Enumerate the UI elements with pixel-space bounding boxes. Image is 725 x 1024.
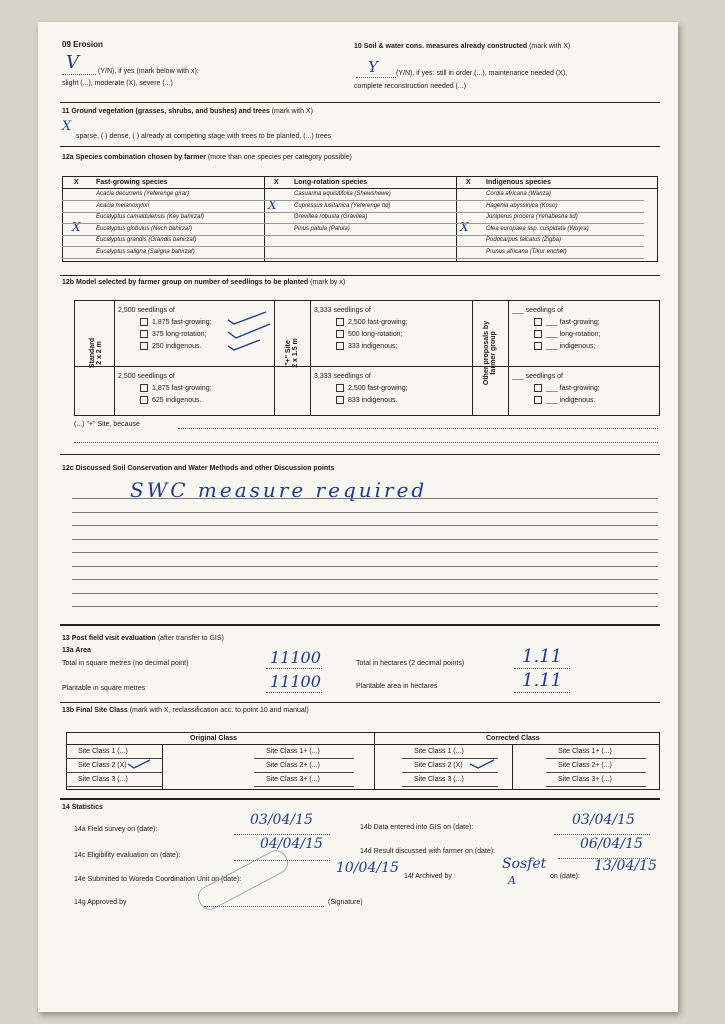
final-note: (mark with X, reclassification acc. to point 10 and manual) <box>129 707 309 714</box>
discussion-line <box>72 579 658 580</box>
discussion-line <box>72 566 658 567</box>
erosion-title: 09 Erosion <box>62 40 103 49</box>
discussion-line <box>72 606 658 607</box>
stats-title: 14 Statistics <box>62 804 103 811</box>
model-item-label: ___ long-rotation; <box>546 331 601 338</box>
fast-species-row: Eucalyptus saligna (Saligna bahirzaf) <box>96 248 195 255</box>
site-class-corr-right: Site Class 3+ (...) <box>558 776 612 783</box>
std_b-item <box>140 384 212 393</box>
checkbox[interactable] <box>336 318 344 326</box>
stats-f-date-label: on (date): <box>550 873 580 880</box>
ground-veg-options: sparse, ( ) dense, ( ) already at competing stage with trees to be planted, (...) trees <box>76 133 332 140</box>
model-item-label: 2,500 fast-growing; <box>348 319 408 326</box>
checkbox[interactable] <box>336 330 344 338</box>
checkbox[interactable] <box>534 342 542 350</box>
indig-header: Indigenous species <box>486 179 551 186</box>
model-item-label: 250 indigenous. <box>152 343 202 350</box>
site-class-corr-left: Site Class 3 (...) <box>414 776 464 783</box>
other-label: Other proposals by farmer group <box>483 320 497 386</box>
oth_b-item <box>534 384 600 393</box>
site-class-orig-right: Site Class 3+ (...) <box>266 776 320 783</box>
species-note: (more than one species per category possible) <box>207 154 352 161</box>
model-item-label: 1,875 fast-growing; <box>152 385 212 392</box>
std_a-item <box>140 330 206 339</box>
ground-veg-mark: X <box>62 119 72 134</box>
site-class-orig-right: Site Class 2+ (...) <box>266 762 320 769</box>
stats-d-value: 06/04/15 <box>580 836 643 852</box>
long-species-row: Grevillea robusta (Gravilea) <box>294 214 368 220</box>
fast-mark: X <box>72 220 81 234</box>
indig-species-row: Hagenia abyssinica (Koso) <box>486 202 558 209</box>
oth_a-item <box>534 342 595 351</box>
species-title: 12a Species combination chosen by farmer <box>62 154 206 161</box>
indig-col-x: X <box>466 179 471 186</box>
site-class-divider <box>66 786 162 787</box>
fast-species-row: Eucalyptus grandis (Grandis bahirzaf) <box>96 237 197 243</box>
total-sqm-value: 11100 <box>270 648 321 667</box>
site-class-divider <box>66 758 162 759</box>
discussion-handwritten: SWC measure required <box>130 478 428 502</box>
long-species-row: Casuarina equisitifolia (Shewshewe) <box>294 191 391 197</box>
ground-veg-title: 11 Ground vegetation (grasses, shrubs, and bushes) and trees <box>62 108 270 115</box>
erosion-options: slight (...), moderate (X), severe (...) <box>62 80 173 87</box>
oth_a-title: ___ seedlings of <box>512 307 563 314</box>
plantable-sqm-value: 11100 <box>270 672 321 691</box>
total-ha-value: 1.11 <box>522 646 563 667</box>
stats-e-label: 14e Submitted to Woreda Coordination Unit on (date): <box>74 876 242 883</box>
corrected-header: Corrected Class <box>486 735 540 742</box>
site-class-corr-left: Site Class 1 (...) <box>414 748 464 755</box>
long-header: Long-rotation species <box>294 179 368 186</box>
stats-f-name2: A <box>508 874 516 887</box>
checkbox[interactable] <box>140 318 148 326</box>
stats-g-signature: (Signature) <box>328 899 363 906</box>
long-species-row <box>294 235 454 245</box>
stats-a-label: 14a Field survey on (date): <box>74 826 158 833</box>
std_a-item <box>140 342 201 351</box>
site-class-orig-left: Site Class 2 (X) <box>78 762 127 769</box>
stats-f-name: Sosfet <box>502 856 547 872</box>
soil-water-title: 10 Soil & water cons. measures already constructed <box>354 43 528 50</box>
fast-species-row: Acacia melanoxylon <box>96 202 150 209</box>
checkbox[interactable] <box>140 396 148 404</box>
class-check <box>126 758 154 772</box>
fast-species-divider <box>62 258 264 259</box>
model-item-label: 833 indigenous. <box>348 397 398 404</box>
indig-species-row: Cordia africana (Wanza) <box>486 191 551 197</box>
site-class-divider <box>402 758 498 759</box>
indig-species-row: Olea europaea ssp. cuspidata (Woyra) <box>486 225 589 232</box>
checkbox[interactable] <box>140 384 148 392</box>
oth_b-title: ___ seedlings of <box>512 373 563 380</box>
model-item-label: ___ fast-growing; <box>546 385 600 392</box>
std_b-title: 2,500 seedlings of <box>118 373 175 380</box>
oth_a-item <box>534 330 600 339</box>
form-sheet <box>38 22 678 1012</box>
site-class-divider <box>66 772 162 773</box>
checkbox[interactable] <box>140 342 148 350</box>
soil-water-note: (mark with X) <box>529 43 571 50</box>
std_a-item <box>140 318 212 327</box>
site_a-title: 3,333 seedlings of <box>314 307 371 314</box>
discussion-line <box>72 525 658 526</box>
indig-species-row: Juniperus procera (Yehabesha tid) <box>486 214 578 220</box>
discussion-line <box>72 539 658 540</box>
model-item-label: 1,875 fast-growing; <box>152 319 212 326</box>
model-item-label: 625 indigenous. <box>152 397 202 404</box>
model-item-label: 375 long-rotation; <box>152 331 207 338</box>
discussion-line <box>72 498 658 499</box>
plantable-ha-label: Plantable area in hectares <box>356 683 438 690</box>
total-sqm-label: Total in square metres (no decimal point) <box>62 660 189 667</box>
checkbox[interactable] <box>534 330 542 338</box>
site_a-item <box>336 342 397 351</box>
site-because: (...) "+" Site, because <box>74 421 140 428</box>
model-note: (mark by x) <box>310 279 346 286</box>
long-species-row: Pinus patula (Patula) <box>294 225 350 232</box>
checkbox[interactable] <box>140 330 148 338</box>
long-species-row: Cupressus lusitanica (Yeferenge tid) <box>294 202 391 209</box>
check-marks <box>226 310 278 360</box>
erosion-question: (Y/N), if yes (mark below with x): <box>98 68 199 75</box>
site-class-divider <box>254 786 354 787</box>
stats-b-value: 03/04/15 <box>572 812 635 828</box>
site-class-divider <box>402 772 498 773</box>
fast-header: Fast-growing species <box>96 179 168 186</box>
plantable-ha-value: 1.11 <box>522 670 563 691</box>
indig-mark: X <box>460 220 469 234</box>
evaluation-note: (after transfer to GIS) <box>157 635 224 642</box>
fast-species-row: Acacia decurrens (Yeferenge girar) <box>96 191 190 197</box>
stats-d-label: 14d Result discussed with farmer on (date): <box>360 848 496 855</box>
site-label: "+" Site 2 x 1.5 m <box>285 338 299 368</box>
site-class-corr-right: Site Class 2+ (...) <box>558 762 612 769</box>
site-class-corr-right: Site Class 1+ (...) <box>558 748 612 755</box>
site_b-item <box>336 384 408 393</box>
site_b-item <box>336 396 397 405</box>
site-class-orig-left: Site Class 3 (...) <box>78 776 128 783</box>
discussion-title: 12c Discussed Soil Conservation and Water Methods and other Discussion points <box>62 465 335 472</box>
site-class-orig-right: Site Class 1+ (...) <box>266 748 320 755</box>
stats-e-value: 10/04/15 <box>336 860 399 876</box>
long-species-row <box>294 247 454 257</box>
stats-g-label: 14g Approved by <box>74 899 127 906</box>
indig-species-row: Podocarpus falcatus (Zigba) <box>486 237 562 243</box>
checkbox[interactable] <box>336 342 344 350</box>
ground-veg-note: (mark with X) <box>271 108 313 115</box>
standard-label: Standard 2 x 2 m <box>89 337 103 369</box>
std_a-title: 2,500 seedlings of <box>118 307 175 314</box>
evaluation-title: 13 Post field visit evaluation <box>62 635 156 642</box>
plantable-sqm-label: Plantable in square metres <box>62 685 146 692</box>
oth_b-item <box>534 396 595 405</box>
discussion-line <box>72 593 658 594</box>
area-title: 13a Area <box>62 647 91 654</box>
fast-species-row: Eucalyptus globulus (Nech bahirzaf) <box>96 225 193 232</box>
model-item-label: ___ fast-growing; <box>546 319 600 326</box>
original-header: Original Class <box>190 735 238 742</box>
std_b-item <box>140 396 201 405</box>
model-item-label: 2,500 fast-growing; <box>348 385 408 392</box>
site-class-corr-left: Site Class 2 (X) <box>414 762 463 769</box>
checkbox[interactable] <box>534 396 542 404</box>
stats-c-value: 04/04/15 <box>260 836 323 852</box>
site_b-title: 3,333 seedlings of <box>314 373 371 380</box>
soil-water-question2: complete reconstruction needed (...) <box>354 83 467 90</box>
model-item-label: ___ indigenous. <box>546 397 596 404</box>
erosion-answer: V <box>66 52 79 73</box>
site-class-divider <box>546 758 646 759</box>
indig-species-divider <box>452 258 644 259</box>
model-title: 12b Model selected by farmer group on number of seedlings to be planted <box>62 279 309 286</box>
discussion-line <box>72 552 658 553</box>
fast-species-row: Eucalyptus camaldulensis (Key bahirzaf) <box>96 214 205 220</box>
stats-f-label: 14f Archived by <box>404 873 452 880</box>
stats-f-value: 13/04/15 <box>594 858 657 874</box>
stats-a-value: 03/04/15 <box>250 812 313 828</box>
model-item-label: 333 indigenous; <box>348 343 398 350</box>
discussion-line <box>72 512 658 513</box>
fast-col-x: X <box>74 179 79 186</box>
indig-species-row: Prunus africana (Tikur enchet) <box>486 248 567 255</box>
stats-b-label: 14b Data entered into GIS on (date): <box>360 824 474 831</box>
stats-c-label: 14c Eligibility evaluation on (date): <box>74 852 181 859</box>
model-item-label: ___ indigenous; <box>546 343 596 350</box>
checkbox[interactable] <box>534 318 542 326</box>
checkbox[interactable] <box>336 384 344 392</box>
total-ha-label: Total in hectares (2 decimal points) <box>356 660 465 667</box>
checkbox[interactable] <box>336 396 344 404</box>
site-class-divider <box>254 772 354 773</box>
soil-water-question: (Y/N), if yes: still in order (...), maintenance needed (X), <box>396 70 568 77</box>
checkbox[interactable] <box>534 384 542 392</box>
site-class-orig-left: Site Class 1 (...) <box>78 748 128 755</box>
site_a-item <box>336 330 402 339</box>
long-species-divider <box>260 258 452 259</box>
long-col-x: X <box>274 179 279 186</box>
model-item-label: 500 long-rotation; <box>348 331 403 338</box>
site-class-divider <box>546 786 646 787</box>
site-class-divider <box>402 786 498 787</box>
long-mark: X <box>268 198 277 212</box>
site-class-divider <box>546 772 646 773</box>
site_a-item <box>336 318 408 327</box>
oth_a-item <box>534 318 600 327</box>
final-title: 13b Final Site Class <box>62 707 128 714</box>
soil-water-answer: Y <box>368 58 378 76</box>
site-class-divider <box>254 758 354 759</box>
